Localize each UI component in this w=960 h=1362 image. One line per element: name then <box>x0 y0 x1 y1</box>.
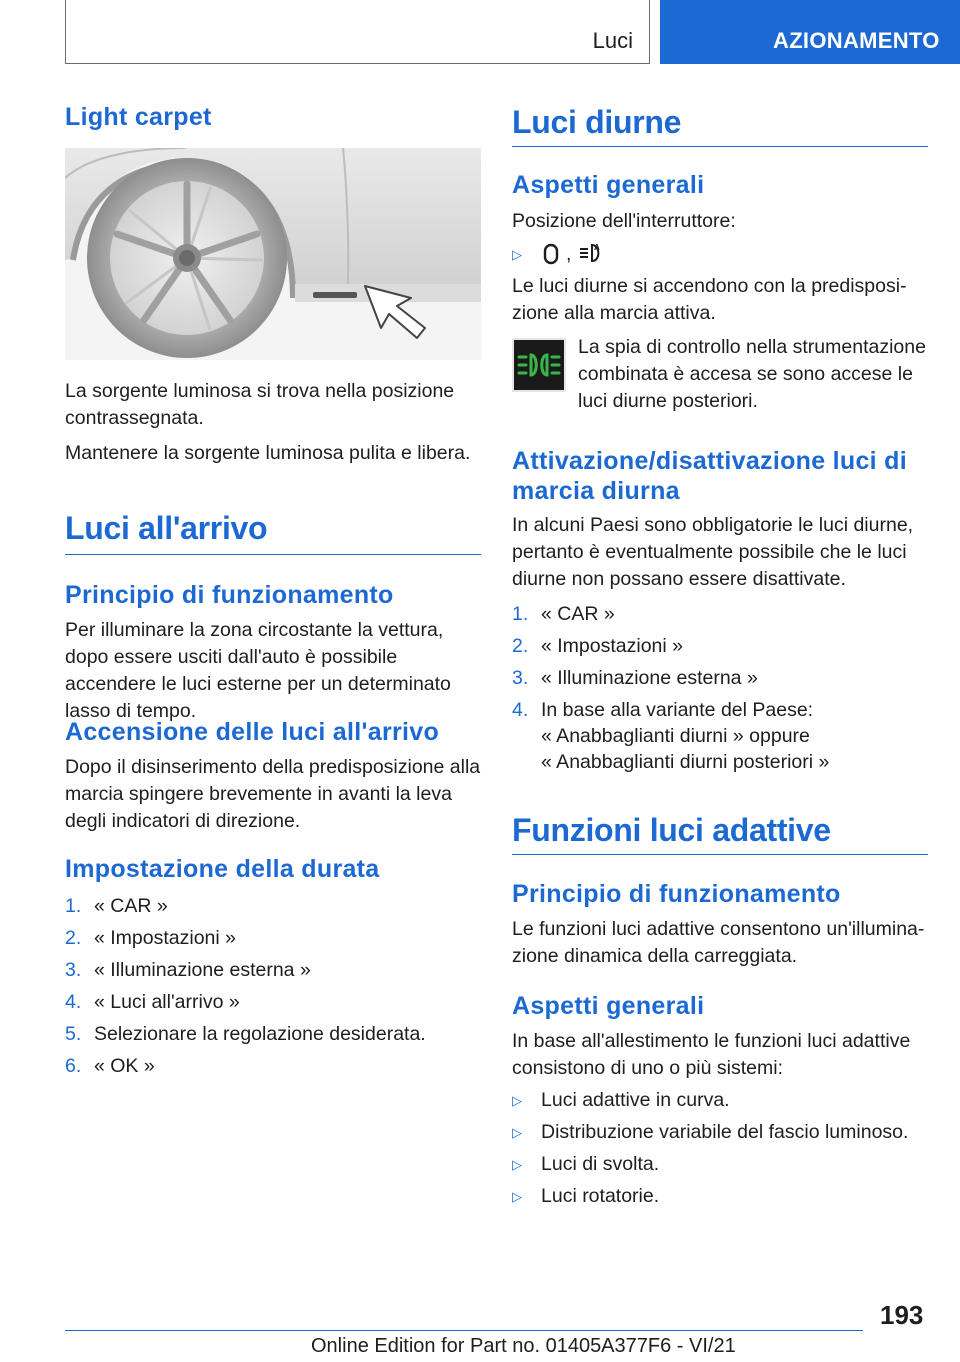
list-item: 1. « CAR » <box>65 895 168 917</box>
luci-arrivo-heading: Luci all'arrivo <box>65 510 268 546</box>
list-item: 5. Selezionare la regolazione desiderata. <box>65 1023 426 1045</box>
adattive-aspetti-text: In base all'allestimento le funzioni luci adattive consistono di uno o più sistemi: <box>512 1030 911 1079</box>
footer-divider <box>65 1330 863 1331</box>
accensione-heading: Accensione delle luci all'arrivo <box>65 718 440 746</box>
header-frame <box>65 0 650 64</box>
spia-text: La spia di controllo nella strumentazione combinata è accesa se sono accese le luci diurne posteriori. <box>578 336 926 412</box>
list-item: 2. « Impostazioni » <box>65 927 236 949</box>
list-item: 3. « Illuminazione esterna » <box>65 959 311 981</box>
switch-positions <box>512 241 928 269</box>
bullet-triangle-icon: ▷ <box>512 247 522 262</box>
list-item: ▷ Luci rotatorie. <box>512 1180 928 1212</box>
auto-light-icon <box>578 241 604 265</box>
diurne-steps <box>512 598 928 775</box>
separator-comma: , <box>566 243 572 265</box>
adattive-heading-block <box>512 812 928 855</box>
attiva-text: Le luci diurne si accendono con la predisposizione alla marcia attiva. <box>512 275 907 324</box>
adattive-bullets <box>512 1084 928 1212</box>
list-item: ▷ Distribuzione variabile del fascio luminoso. <box>512 1116 928 1148</box>
adattive-heading: Funzioni luci adattive <box>512 812 831 848</box>
durata-heading: Impostazione della durata <box>65 855 380 883</box>
adattive-principio-text: Le funzioni luci adattive consentono un'illuminazione dinamica della carreggiata. <box>512 918 925 967</box>
bullet-triangle-icon: ▷ <box>512 1189 522 1204</box>
list-item: 6. « OK » <box>65 1055 155 1077</box>
list-item: 4. In base alla variante del Paese: « Anabbaglianti diurni » oppure « Anabbaglianti diurni posteriori » <box>512 699 830 773</box>
bullet-triangle-icon: ▷ <box>512 1125 522 1140</box>
footer-edition: Online Edition for Part no. 01405A377F6 - VI/21 <box>311 1335 736 1357</box>
list-item: 3. « Illuminazione esterna » <box>512 667 758 689</box>
daytime-light-indicator-icon <box>512 338 566 392</box>
principio-heading: Principio di funzionamento <box>65 581 394 609</box>
accensione-text: Dopo il disinserimento della predisposizione alla marcia spingere brevemente in avanti la leva degli indicatori di direzione. <box>65 756 481 832</box>
light-carpet-maintenance: Mantenere la sorgente luminosa pulita e libera. <box>65 442 471 464</box>
bullet-triangle-icon: ▷ <box>512 1093 522 1108</box>
light-carpet-caption: La sorgente luminosa si trova nella posizione contrassegnata. <box>65 380 455 429</box>
list-item: 4. « Luci all'arrivo » <box>65 991 240 1013</box>
list-item: ▷ Luci di svolta. <box>512 1148 928 1180</box>
header-section-title: Luci <box>592 28 633 53</box>
light-carpet-heading: Light carpet <box>65 103 212 131</box>
list-item: 2. « Impostazioni » <box>512 635 683 657</box>
page-number: 193 <box>880 1300 924 1330</box>
list-item: 1. « CAR » <box>512 603 615 625</box>
header-chapter-tab: AZIONAMENTO <box>660 0 960 64</box>
luci-diurne-heading-block <box>512 104 928 147</box>
principio-text: Per illuminare la zona circostante la vettura, dopo essere usciti dall'auto è possibile accendere le luci esterne per un determinato lasso di tempo. <box>65 619 451 722</box>
light-carpet-image <box>65 148 481 360</box>
bullet-triangle-icon: ▷ <box>512 1157 522 1172</box>
aspetti-generali-heading: Aspetti generali <box>512 171 705 199</box>
adattive-principio-heading: Principio di funzionamento <box>512 880 841 908</box>
posizione-text: Posizione dell'interruttore: <box>512 210 736 232</box>
luci-diurne-heading: Luci diurne <box>512 104 682 140</box>
step4-option-1: « Anabbaglianti diurni » oppure <box>541 725 810 747</box>
attivazione-heading: Attivazione/disattivazione luci di marcia diurna <box>512 447 907 505</box>
durata-steps <box>65 890 481 1082</box>
switch-off-icon <box>542 243 560 265</box>
adattive-aspetti-heading: Aspetti generali <box>512 992 705 1020</box>
luci-arrivo-heading-block <box>65 510 481 555</box>
list-item: ▷ Luci adattive in curva. <box>512 1084 928 1116</box>
attivazione-text: In alcuni Paesi sono obbligatorie le luci diurne, pertanto è eventualmente possibile che le luci diurne non possano essere disattivate. <box>512 514 914 590</box>
svg-text:A: A <box>594 243 600 252</box>
step4-option-2: « Anabbaglianti diurni posteriori » <box>541 751 830 773</box>
